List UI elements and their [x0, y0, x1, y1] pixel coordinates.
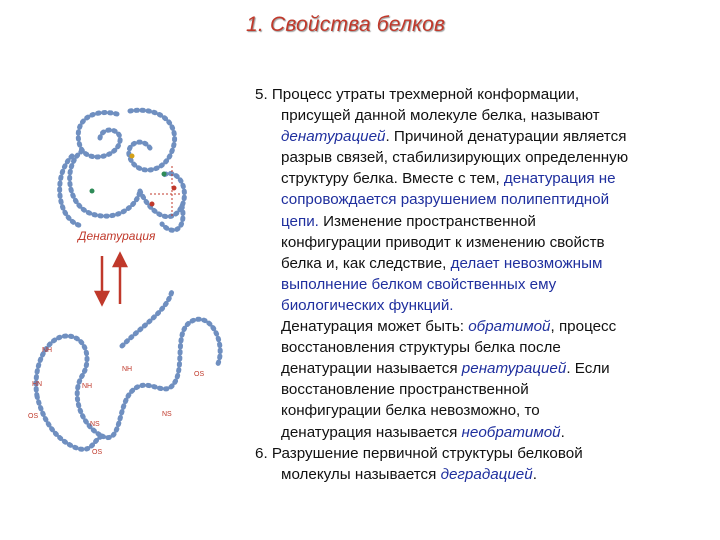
- svg-text:OS: OS: [28, 413, 39, 420]
- denaturation-figure: [22, 96, 242, 496]
- term-degradation: деградацией: [440, 465, 533, 483]
- p5-line: 5. Процесс утраты трехмерной конформации,: [255, 86, 580, 103]
- p5-line: присущей данной молекуле белка, называют: [281, 107, 600, 125]
- term-reversible: обратимой: [468, 318, 551, 336]
- svg-text:NS: NS: [90, 421, 100, 428]
- description-text: [255, 84, 705, 485]
- paragraph-6: 6. Разрушение первичной структуры белковой молекулы называется деградацией.: [255, 444, 583, 483]
- svg-text:NH: NH: [82, 383, 93, 390]
- page-title: 1. Свойства белков: [246, 13, 446, 36]
- svg-text:NS: NS: [162, 411, 172, 418]
- svg-text:NH: NH: [122, 366, 133, 373]
- svg-text:HN: HN: [32, 381, 43, 388]
- term-renaturation: ренатурацией: [461, 360, 567, 378]
- term-denaturation: денатурацией: [281, 128, 386, 146]
- svg-text:NH: NH: [42, 347, 53, 354]
- reversible-arrows: [96, 254, 126, 304]
- term-irreversible: необратимой: [461, 423, 561, 441]
- protein-diagram: [22, 96, 242, 496]
- svg-text:OS: OS: [194, 371, 205, 378]
- paragraph-5: 5. Процесс утраты трехмерной конформации, присущей данной молекуле белка, называют денатурацией. Причиной денатурации является разрыв связей, стабилизирующих определенную структуру белка. Вместе с тем, денатурация не сопровождается разрушением полипептидной цепи. Изменение пространственной конфигурации приводит к изменению свойств белка и, как следствие, делает невозможным выполнение белком свойственных ему биологических функций. Денатурация может быть: обратимой, процесс восстановления структуры белка после денатурации называется ренатурацией. Если восстановление пространственной конфигурации белка невозможно, то денатурация называется необратимой.: [255, 86, 629, 441]
- folded-protein: [60, 110, 185, 230]
- denaturation-label: Денатурация: [78, 229, 156, 243]
- svg-text:OS: OS: [92, 449, 103, 456]
